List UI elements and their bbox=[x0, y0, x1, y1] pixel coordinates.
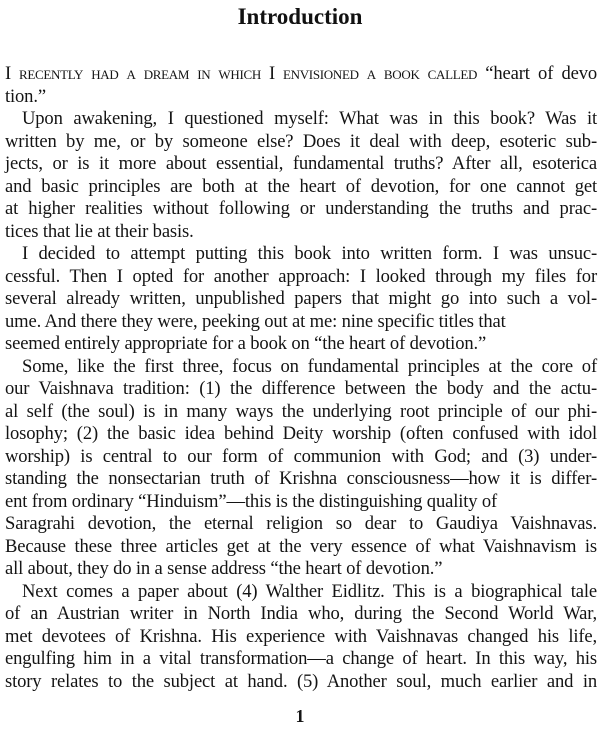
paragraph-start: I decided to attempt putting this book into written form. I was unsuc- bbox=[22, 243, 597, 264]
page-number: 1 bbox=[295, 706, 305, 726]
text-line-1 bbox=[5, 63, 597, 86]
text-line: seemed entirely appropriate for a book on “the heart of devotion.” bbox=[5, 333, 487, 354]
text-line: Saragrahi devotion, the eternal religion so dear to Gaudiya Vaishnavas. bbox=[5, 513, 597, 534]
paragraph-start: Upon awakening, I questioned myself: What was in this book? Was it bbox=[22, 108, 597, 129]
text-line: met devotees of Krishna. His experience with Vaishnavas changed his life, bbox=[5, 625, 597, 647]
chapter-title: Introduction bbox=[237, 4, 363, 29]
text-line: jects, or is it more about essential, fundamental truths? After all, esoterica bbox=[5, 153, 597, 174]
text-line: al self (the soul) is in many ways the underlying root principle of our phi- bbox=[5, 400, 597, 422]
text-line: engulfing him in a vital transformation—a change of heart. In this way, his bbox=[5, 648, 597, 669]
text-line: cessful. Then I opted for another approach: I looked through my files for bbox=[5, 265, 597, 287]
text-line: tion.” bbox=[5, 85, 46, 107]
text-line: of an Austrian writer in North India who, during the Second World War, bbox=[5, 603, 597, 624]
paragraph-start: Some, like the first three, focus on fundamental principles at the core of bbox=[22, 355, 597, 377]
text-line: ume. And there they were, peeking out at me: nine specific titles that bbox=[5, 310, 506, 332]
text-line: ent from ordinary “Hinduism”—this is the distinguishing quality of bbox=[5, 490, 498, 512]
small-caps-opening: I recently had a dream in which I envisioned a book called bbox=[5, 63, 478, 84]
text-line: at higher realities without following or understanding the truths and prac- bbox=[5, 198, 597, 219]
text-line: and basic principles are both at the heart of devotion, for one cannot get bbox=[5, 175, 597, 197]
text-line-1-rest: “heart of devo bbox=[477, 63, 597, 84]
paragraph-start: Next comes a paper about (4) Walther Eidlitz. This is a biographical tale bbox=[22, 580, 597, 602]
text-line: written by me, or by someone else? Does it deal with deep, esoteric sub- bbox=[5, 130, 597, 152]
text-line: several already written, unpublished papers that might go into such a vol- bbox=[5, 288, 597, 309]
text-line: Because these three articles get at the very essence of what Vaishnavism is bbox=[5, 535, 597, 557]
text-line: our Vaishnava tradition: (1) the difference between the body and the actu- bbox=[5, 378, 597, 399]
body-text bbox=[5, 63, 597, 693]
text-line: standing the nonsectarian truth of Krishna consciousness—how it is differ- bbox=[5, 468, 597, 489]
text-line: tices that lie at their basis. bbox=[5, 220, 194, 242]
text-line: worship) is central to our form of communion with God; and (3) under- bbox=[5, 445, 597, 467]
text-line: all about, they do in a sense address “the heart of devotion.” bbox=[5, 558, 443, 579]
text-line: losophy; (2) the basic idea behind Deity worship (often confused with idol bbox=[5, 423, 597, 444]
text-line: story relates to the subject at hand. (5) Another soul, much earlier and in bbox=[5, 670, 597, 692]
